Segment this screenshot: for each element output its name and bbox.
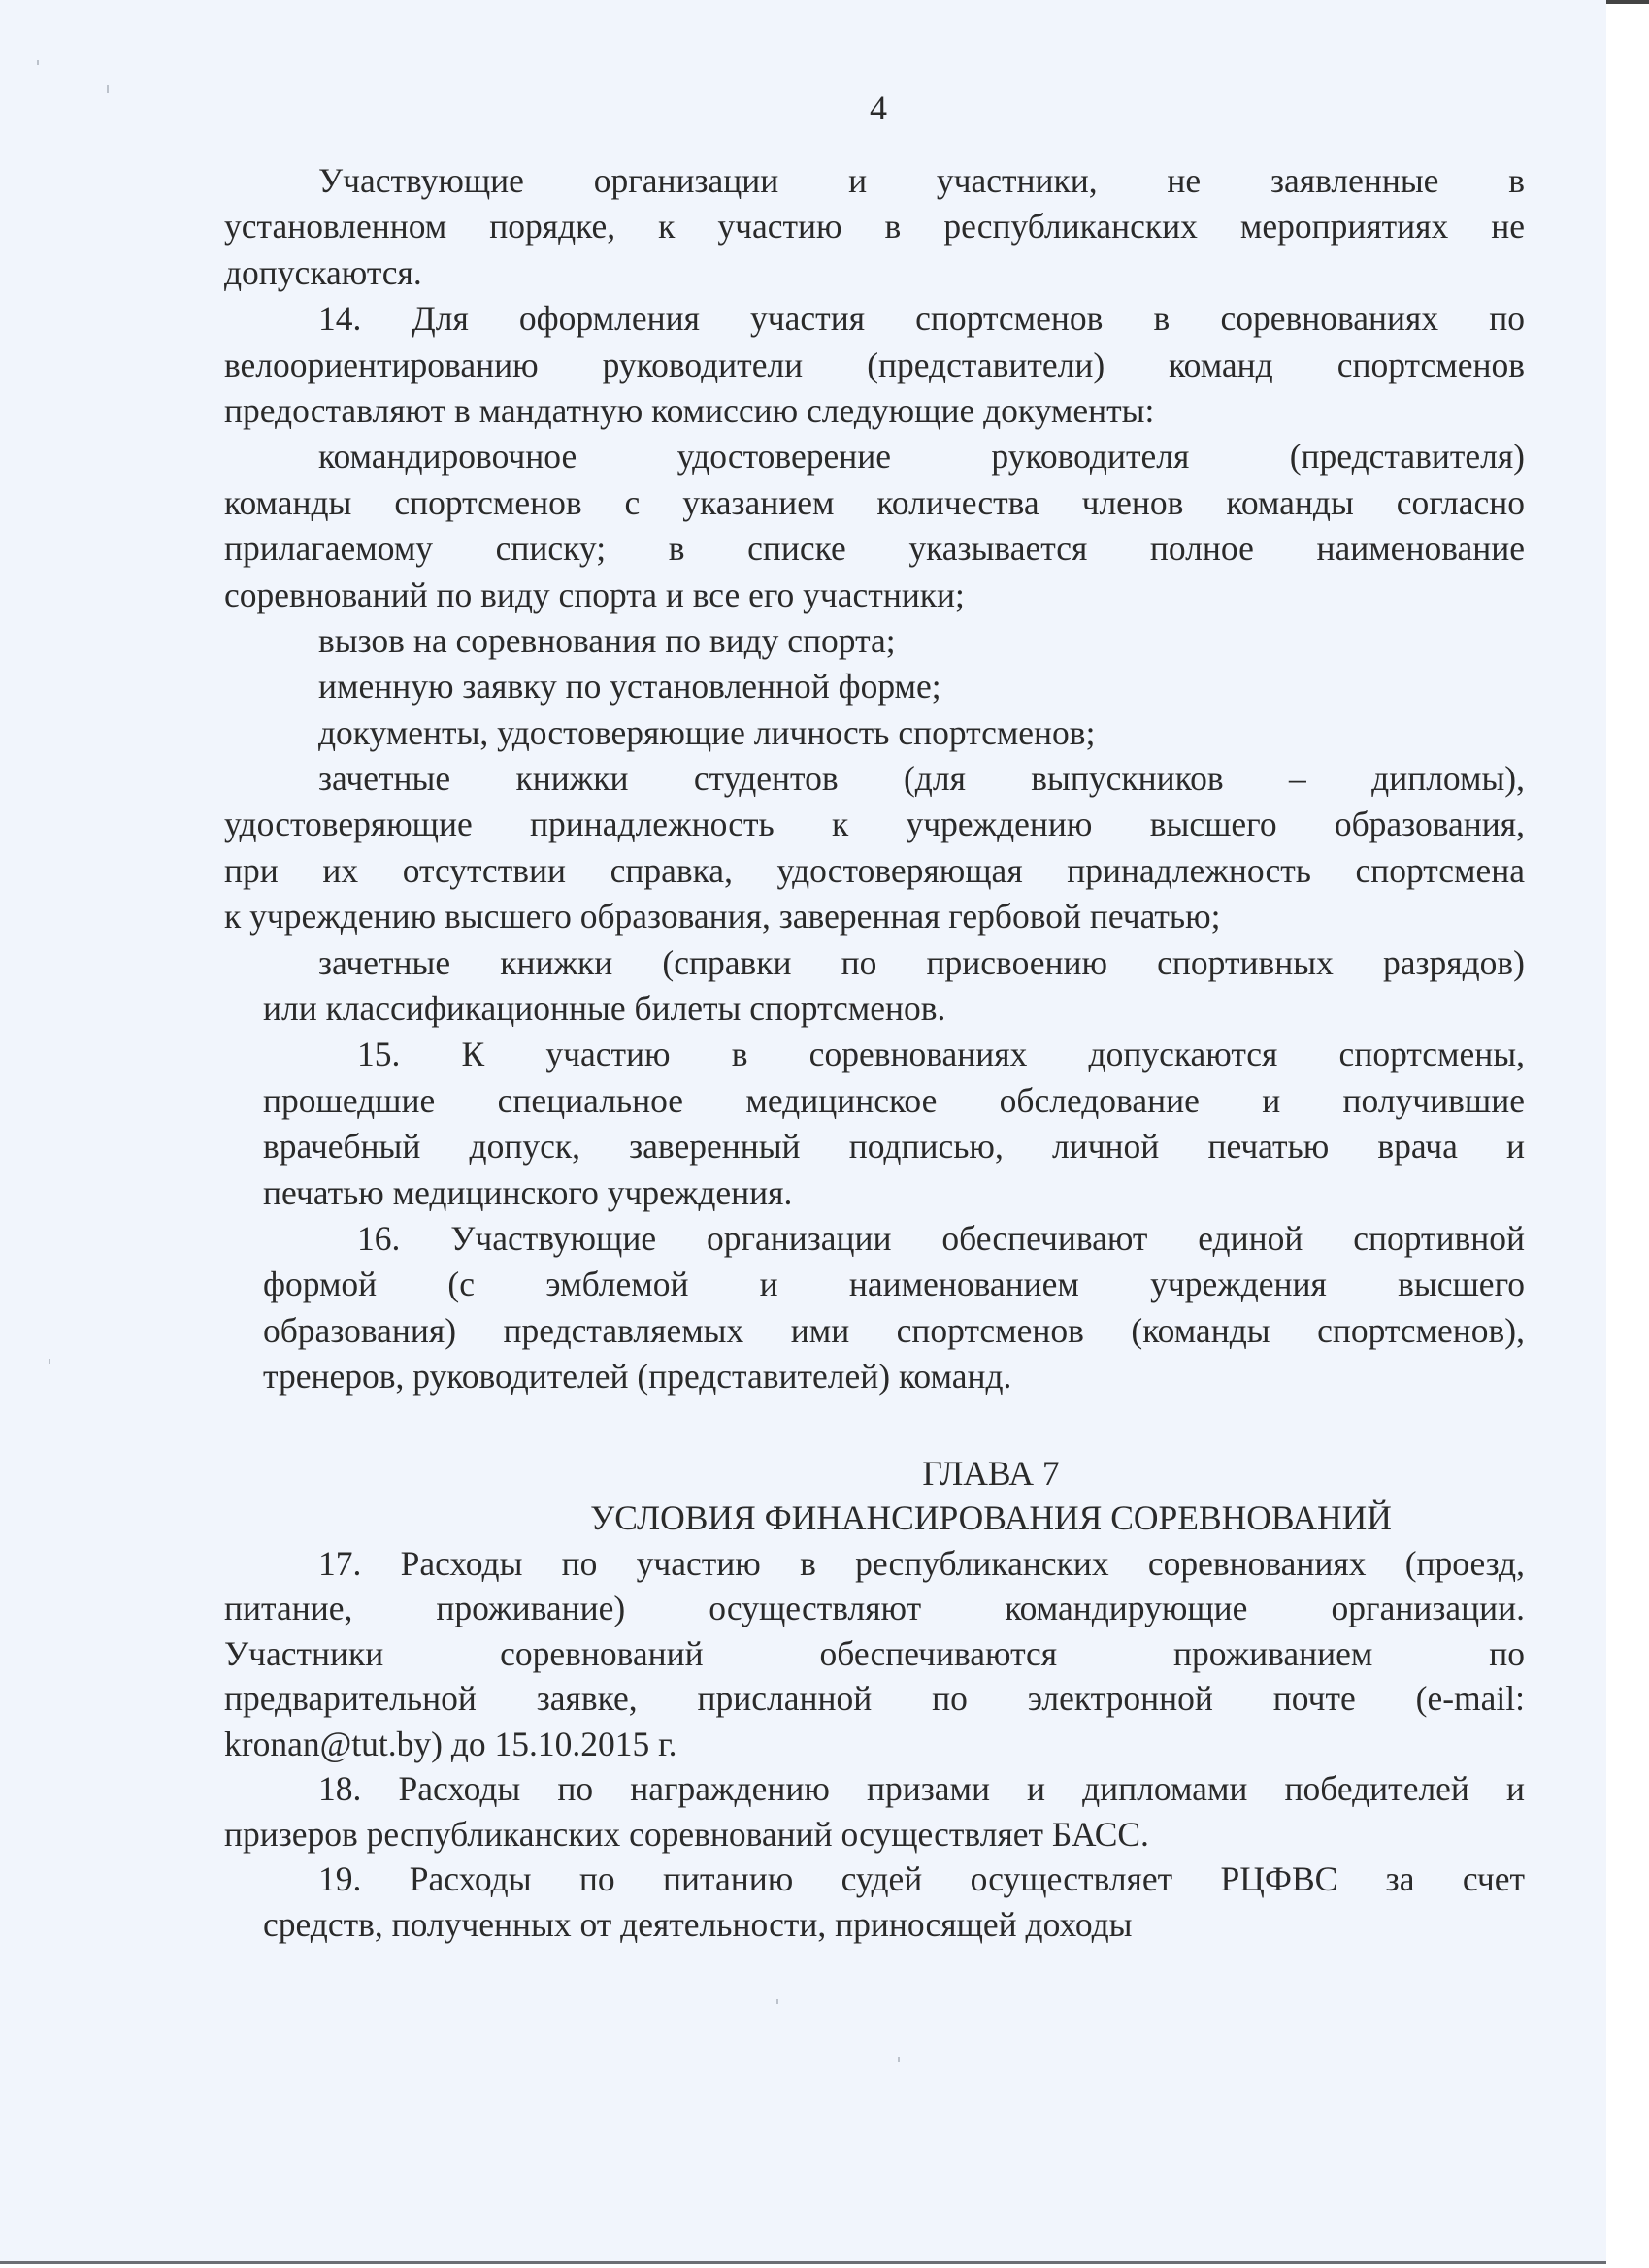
text-line: 18. Расходы по награждению призами и дипломами победителей и xyxy=(318,1769,1525,1809)
list-item-id-documents xyxy=(224,710,1525,756)
text-line: Участвующие организации и участники, не заявленные в xyxy=(318,161,1525,200)
paragraph-14 xyxy=(224,296,1525,434)
list-item-sport-ranks xyxy=(224,940,1525,1033)
document-body xyxy=(224,158,1525,1947)
text-line: прилагаемому списку; в списке указывается полное наименование xyxy=(224,529,1525,569)
text-line: удостоверяющие принадлежность к учреждению высшего образования, xyxy=(224,805,1525,844)
scan-edge xyxy=(1606,0,1649,4)
text-line: kronan@tut.by) до 15.10.2015 г. xyxy=(224,1724,677,1763)
text-line: врачебный допуск, заверенный подписью, личной печатью врача и xyxy=(263,1127,1525,1167)
scan-speck xyxy=(49,1359,50,1364)
text-line: команды спортсменов с указанием количества членов команды согласно xyxy=(224,482,1525,522)
paragraph-17 xyxy=(224,1541,1525,1767)
list-item-travel-certificate xyxy=(224,434,1525,618)
paragraph-19 xyxy=(224,1857,1525,1947)
list-item-student-records xyxy=(224,756,1525,940)
paragraph-15 xyxy=(224,1032,1525,1216)
text-line: образования) представляемых ими спортсменов (команды спортсменов), xyxy=(263,1310,1525,1350)
scan-speck xyxy=(37,60,39,65)
text-line: зачетные книжки (справки по присвоению спортивных разрядов) xyxy=(318,942,1525,982)
text-line: допускаются. xyxy=(224,252,422,292)
text-line: формой (с эмблемой и наименованием учреждения высшего xyxy=(263,1265,1525,1304)
paragraph-intro xyxy=(224,158,1525,296)
scan-edge xyxy=(0,2261,1606,2264)
page-number: 4 xyxy=(870,88,887,127)
text-line: именную заявку по установленной форме; xyxy=(318,667,941,707)
text-line: при их отсутствии справка, удостоверяющая принадлежность спортсмена xyxy=(224,850,1525,890)
chapter-number: ГЛАВА 7 xyxy=(922,1453,1060,1493)
scan-speck xyxy=(898,2057,900,2062)
text-line: к учреждению высшего образования, заверенная гербовой печатью; xyxy=(224,897,1221,937)
text-line: предварительной заявке, присланной по электронной почте (e-mail: xyxy=(224,1679,1525,1719)
scan-speck xyxy=(107,85,109,93)
text-line: тренеров, руководителей (представителей) команд. xyxy=(263,1357,1012,1397)
text-line: призеров республиканских соревнований осуществляет БАСС. xyxy=(224,1814,1149,1854)
text-line: соревнований по виду спорта и все его участники; xyxy=(224,575,965,614)
text-line: печатью медицинского учреждения. xyxy=(263,1172,793,1212)
list-item-invitation xyxy=(224,618,1525,664)
chapter-7 xyxy=(224,1451,1525,1948)
text-line: вызов на соревнования по виду спорта; xyxy=(318,620,896,660)
text-line: или классификационные билеты спортсменов. xyxy=(263,989,946,1029)
text-line: 19. Расходы по питанию судей осуществляет РЦФВС за счет xyxy=(318,1859,1525,1899)
text-line: велоориентированию руководители (представители) команд спортсменов xyxy=(224,345,1525,384)
text-line: 16. Участвующие организации обеспечивают единой спортивной xyxy=(357,1218,1525,1258)
text-line: командировочное удостоверение руководителя (представителя) xyxy=(318,437,1525,477)
text-line: питание, проживание) осуществляют командирующие организации. xyxy=(224,1589,1525,1628)
text-line: средств, полученных от деятельности, приносящей доходы xyxy=(263,1904,1133,1944)
chapter-title: УСЛОВИЯ ФИНАНСИРОВАНИЯ СОРЕВНОВАНИЙ xyxy=(590,1498,1392,1538)
paragraph-18 xyxy=(224,1766,1525,1857)
spacer xyxy=(224,1400,1525,1451)
text-line: установленном порядке, к участию в республиканских мероприятиях не xyxy=(224,207,1525,247)
text-line: предоставляют в мандатную комиссию следующие документы: xyxy=(224,390,1155,430)
text-line: прошедшие специальное медицинское обследование и получившие xyxy=(263,1080,1525,1120)
text-line: 14. Для оформления участия спортсменов в соревнованиях по xyxy=(318,299,1525,339)
text-line: Участники соревнований обеспечиваются проживанием по xyxy=(224,1633,1525,1673)
paragraph-16 xyxy=(224,1216,1525,1400)
text-line: 17. Расходы по участию в республиканских соревнованиях (проезд, xyxy=(318,1543,1525,1583)
list-item-application xyxy=(224,664,1525,709)
text-line: зачетные книжки студентов (для выпускников – дипломы), xyxy=(318,759,1525,799)
text-line: 15. К участию в соревнованиях допускаются спортсмены, xyxy=(357,1035,1525,1074)
text-line: документы, удостоверяющие личность спортсменов; xyxy=(318,712,1096,752)
scan-speck xyxy=(776,1999,778,2004)
